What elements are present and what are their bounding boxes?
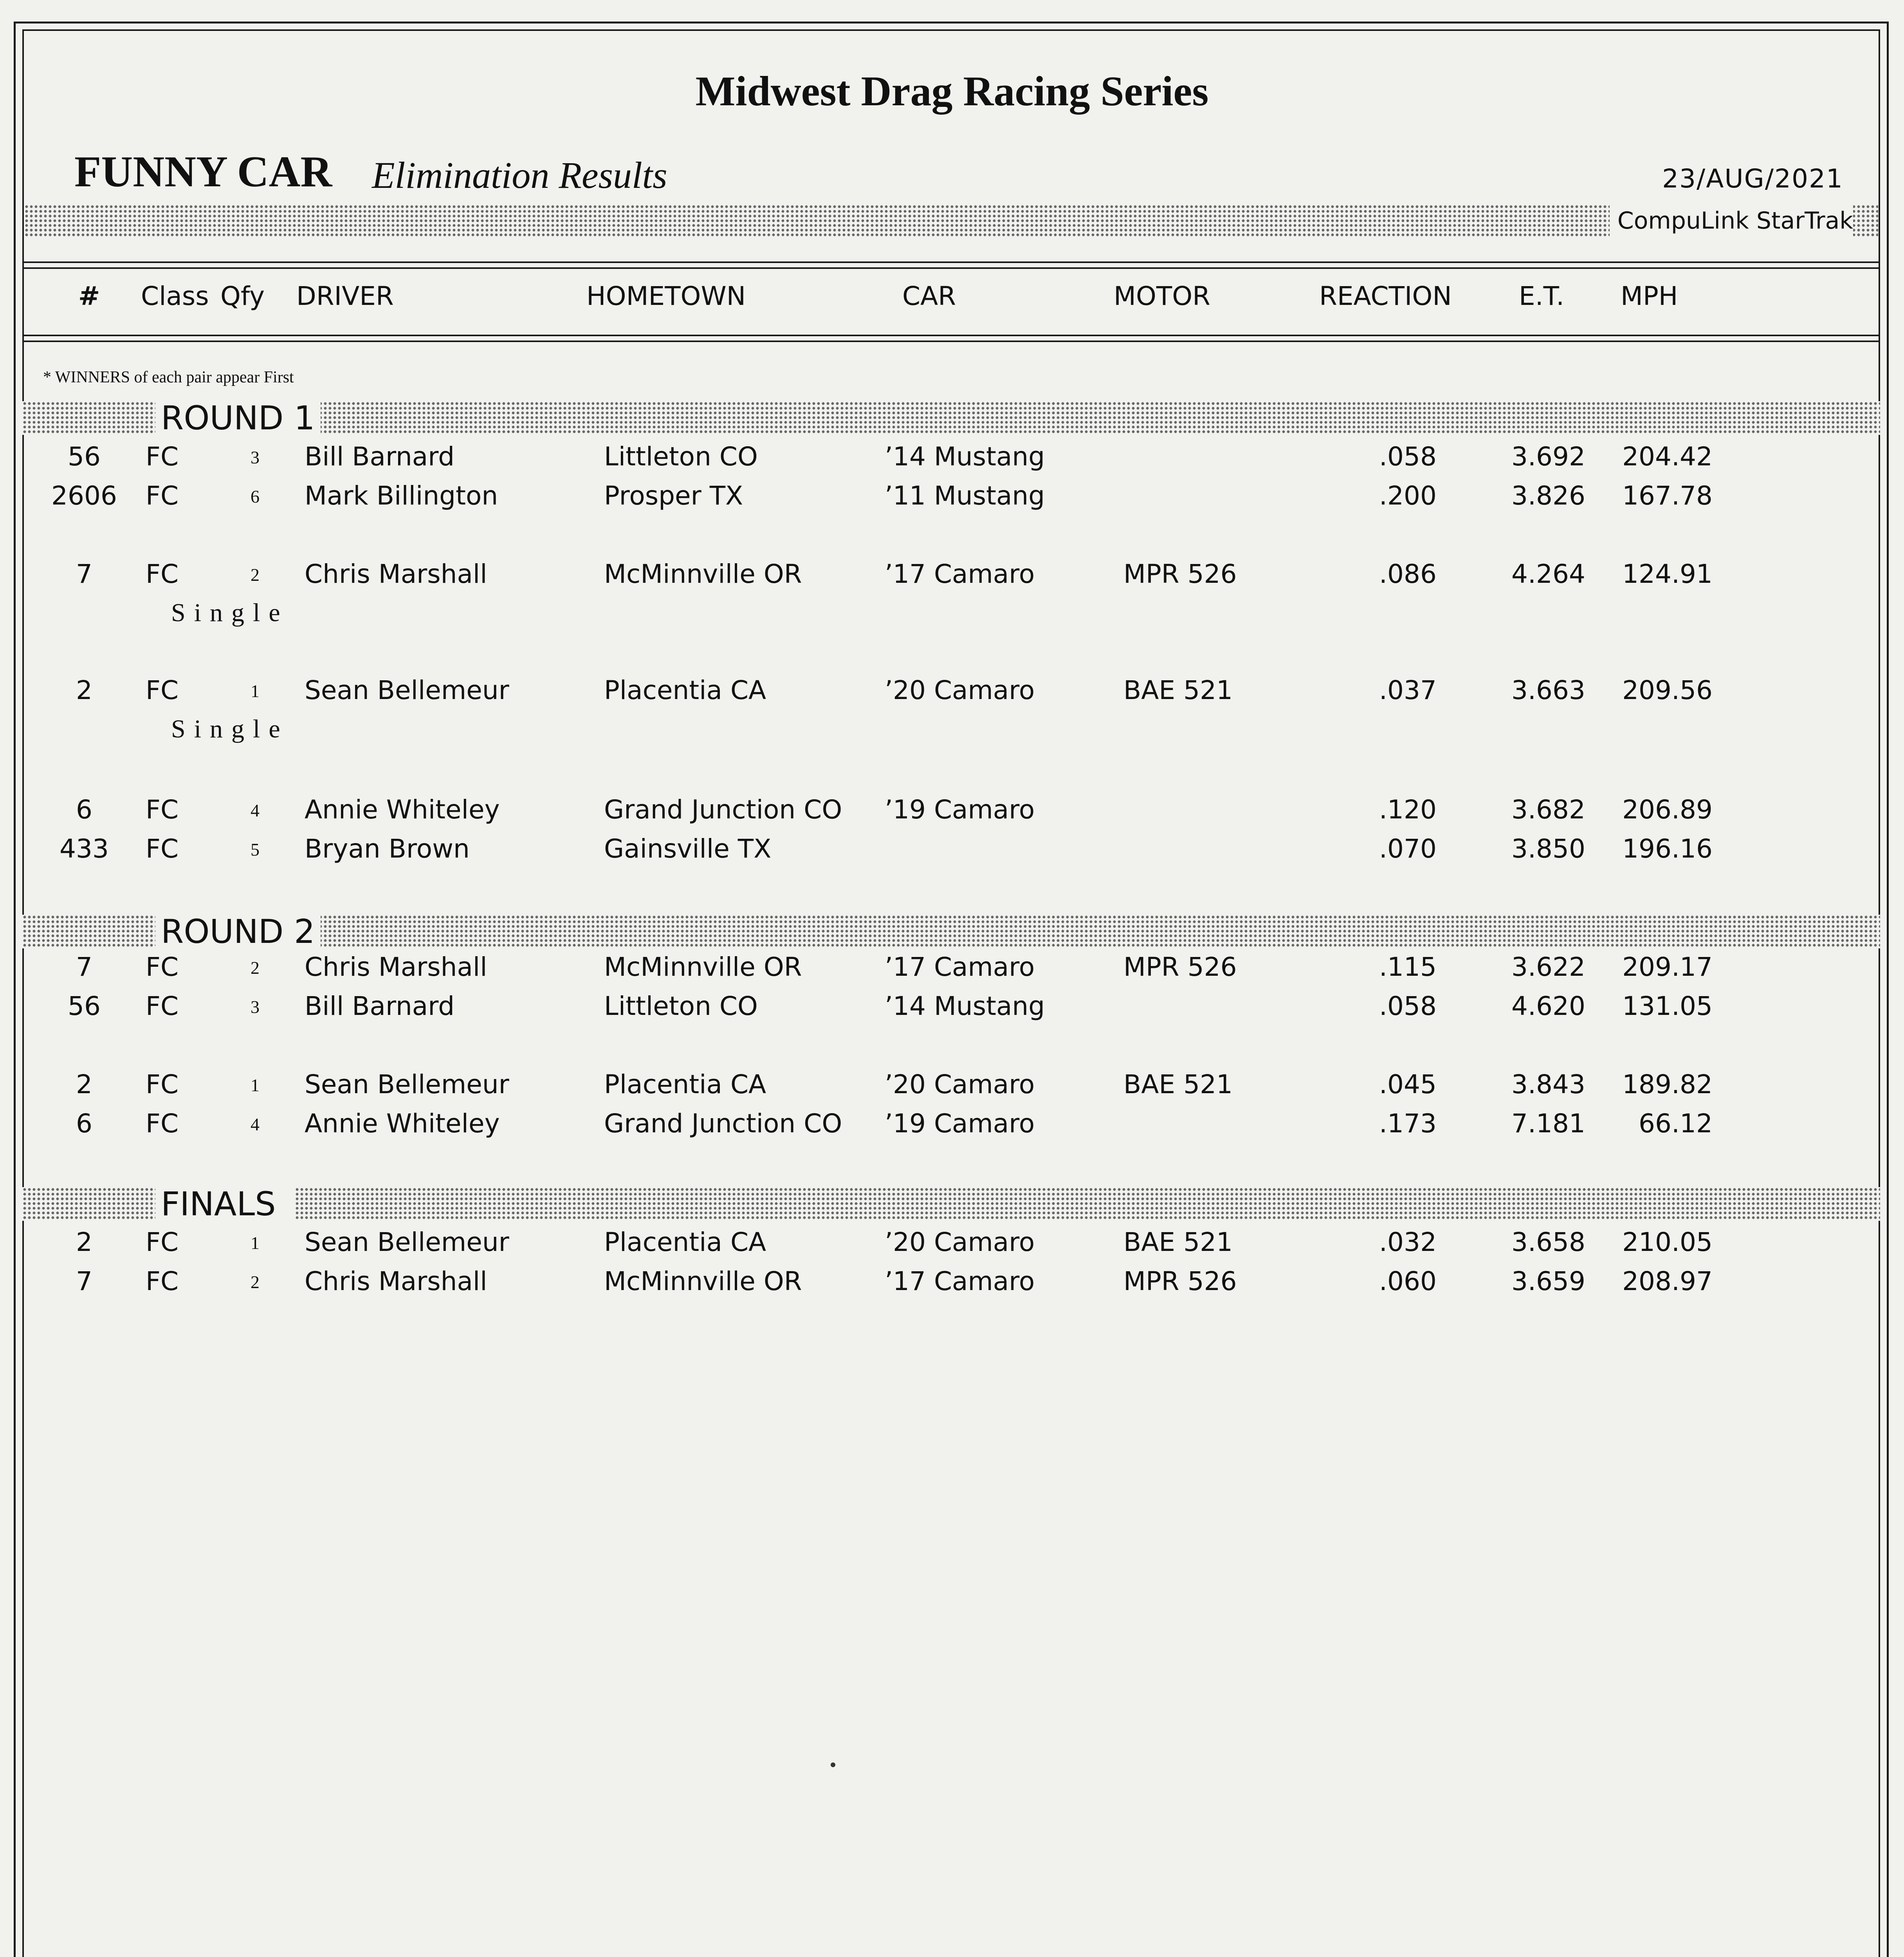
- class-code: FC: [146, 952, 179, 982]
- class-code: FC: [146, 1069, 179, 1099]
- qualifying-position: 3: [251, 447, 260, 467]
- car-model: ’14 Mustang: [885, 441, 1045, 472]
- speed-mph: 209.56: [1622, 675, 1713, 705]
- qualifying-position: 1: [251, 1075, 260, 1095]
- car-number: 7: [76, 559, 92, 589]
- elapsed-time: 4.264: [1511, 559, 1585, 589]
- car-number: 6: [76, 795, 92, 825]
- class-title: FUNNY CAR: [74, 148, 332, 196]
- elapsed-time: 4.620: [1511, 991, 1585, 1021]
- driver-name: Bryan Brown: [305, 834, 470, 864]
- hometown: McMinnville OR: [604, 559, 802, 589]
- class-code: FC: [146, 481, 179, 511]
- car-model: ’19 Camaro: [885, 795, 1035, 825]
- result-row: [0, 952, 1904, 991]
- speed-mph: 204.42: [1622, 441, 1713, 472]
- qualifying-position: 3: [251, 997, 260, 1017]
- motor: MPR 526: [1123, 952, 1237, 982]
- finals-label: FINALS: [155, 1187, 296, 1221]
- result-row: [0, 481, 1904, 520]
- driver-name: Sean Bellemeur: [305, 1069, 509, 1099]
- header-dot-band: [24, 204, 1878, 237]
- reaction-time: .032: [1379, 1227, 1437, 1257]
- speed-mph: 167.78: [1622, 481, 1713, 511]
- hometown: Grand Junction CO: [604, 795, 842, 825]
- motor: MPR 526: [1123, 1266, 1237, 1296]
- col-header-mph: MPH: [1621, 281, 1678, 311]
- reaction-time: .086: [1379, 559, 1437, 589]
- class-code: FC: [146, 1227, 179, 1257]
- speed-mph: 209.17: [1622, 952, 1713, 982]
- winners-note: * WINNERS of each pair appear First: [43, 368, 294, 386]
- speed-mph: 206.89: [1622, 795, 1713, 825]
- hometown: Prosper TX: [604, 481, 743, 511]
- round-2-band: [22, 912, 1880, 951]
- qualifying-position: 1: [251, 681, 260, 701]
- col-header-reaction: REACTION: [1319, 281, 1452, 311]
- speed-mph: 124.91: [1622, 559, 1713, 589]
- reaction-time: .173: [1379, 1108, 1437, 1139]
- reaction-time: .200: [1379, 481, 1437, 511]
- result-row: [0, 1108, 1904, 1148]
- elapsed-time: 3.682: [1511, 795, 1585, 825]
- qualifying-position: 4: [251, 800, 260, 820]
- col-header-motor: MOTOR: [1114, 281, 1211, 311]
- driver-name: Bill Barnard: [305, 991, 455, 1021]
- class-code: FC: [146, 559, 179, 589]
- hometown: McMinnville OR: [604, 952, 802, 982]
- round-1-label: ROUND 1: [155, 401, 321, 435]
- car-model: ’20 Camaro: [885, 1069, 1035, 1099]
- result-row: [0, 1069, 1904, 1108]
- result-row: [0, 834, 1904, 873]
- result-row: [0, 795, 1904, 834]
- single-run-label: Single: [171, 715, 289, 743]
- elapsed-time: 7.181: [1511, 1108, 1585, 1139]
- car-model: ’17 Camaro: [885, 952, 1035, 982]
- result-row: [0, 991, 1904, 1030]
- speed-mph: 196.16: [1622, 834, 1713, 864]
- header-rule-bottom-1: [22, 335, 1880, 336]
- motor: BAE 521: [1123, 675, 1233, 705]
- reaction-time: .058: [1379, 441, 1437, 472]
- result-row: [0, 1227, 1904, 1266]
- elapsed-time: 3.663: [1511, 675, 1585, 705]
- hometown: McMinnville OR: [604, 1266, 802, 1296]
- header-rule-top-1: [22, 261, 1880, 263]
- results-subtitle: Elimination Results: [372, 154, 667, 196]
- speed-mph: 208.97: [1622, 1266, 1713, 1296]
- car-model: ’20 Camaro: [885, 1227, 1035, 1257]
- hometown: Littleton CO: [604, 991, 758, 1021]
- qualifying-position: 4: [251, 1114, 260, 1134]
- hometown: Placentia CA: [604, 1069, 766, 1099]
- car-model: ’17 Camaro: [885, 1266, 1035, 1296]
- motor: BAE 521: [1123, 1227, 1233, 1257]
- reaction-time: .045: [1379, 1069, 1437, 1099]
- qualifying-position: 2: [251, 958, 260, 978]
- result-row: [0, 559, 1904, 598]
- driver-name: Bill Barnard: [305, 441, 455, 472]
- motor: BAE 521: [1123, 1069, 1233, 1099]
- header-rule-bottom-2: [22, 341, 1880, 342]
- reaction-time: .070: [1379, 834, 1437, 864]
- driver-name: Chris Marshall: [305, 559, 487, 589]
- driver-name: Mark Billington: [305, 481, 498, 511]
- driver-name: Chris Marshall: [305, 952, 487, 982]
- class-code: FC: [146, 1266, 179, 1296]
- col-header-driver: DRIVER: [296, 281, 394, 311]
- car-model: ’19 Camaro: [885, 1108, 1035, 1139]
- single-run-label: Single: [171, 598, 289, 627]
- driver-name: Chris Marshall: [305, 1266, 487, 1296]
- speed-mph: 66.12: [1639, 1108, 1713, 1139]
- car-model: ’20 Camaro: [885, 675, 1035, 705]
- car-number: 6: [76, 1108, 92, 1139]
- class-code: FC: [146, 834, 179, 864]
- qualifying-position: 6: [251, 487, 260, 506]
- elapsed-time: 3.692: [1511, 441, 1585, 472]
- result-row: [0, 441, 1904, 481]
- speed-mph: 189.82: [1622, 1069, 1713, 1099]
- reaction-time: .037: [1379, 675, 1437, 705]
- hometown: Gainsville TX: [604, 834, 772, 864]
- qualifying-position: 2: [251, 565, 260, 585]
- result-row: [0, 675, 1904, 714]
- qualifying-position: 5: [251, 840, 260, 860]
- col-header-hometown: HOMETOWN: [586, 281, 746, 311]
- class-code: FC: [146, 675, 179, 705]
- elapsed-time: 3.622: [1511, 952, 1585, 982]
- col-header-num: #: [78, 281, 100, 311]
- car-number: 7: [76, 952, 92, 982]
- hometown: Littleton CO: [604, 441, 758, 472]
- col-header-et: E.T.: [1519, 281, 1565, 311]
- col-header-class: Class: [141, 281, 209, 311]
- class-code: FC: [146, 1108, 179, 1139]
- car-number: 7: [76, 1266, 92, 1296]
- round-2-label: ROUND 2: [155, 915, 321, 948]
- elapsed-time: 3.658: [1511, 1227, 1585, 1257]
- header-rule-top-2: [22, 267, 1880, 269]
- speed-mph: 131.05: [1622, 991, 1713, 1021]
- car-number: 2: [76, 1069, 92, 1099]
- hometown: Grand Junction CO: [604, 1108, 842, 1139]
- series-title: Midwest Drag Racing Series: [695, 68, 1209, 115]
- reaction-time: .120: [1379, 795, 1437, 825]
- col-header-qfy: Qfy: [220, 281, 265, 311]
- hometown: Placentia CA: [604, 1227, 766, 1257]
- round-1-band: [22, 401, 1880, 435]
- timing-brand: CompuLink StarTrak: [1610, 204, 1853, 237]
- hometown: Placentia CA: [604, 675, 766, 705]
- elapsed-time: 3.843: [1511, 1069, 1585, 1099]
- car-number: 2: [76, 675, 92, 705]
- driver-name: Annie Whiteley: [305, 1108, 500, 1139]
- stray-mark: [831, 1762, 835, 1767]
- car-number: 56: [68, 991, 101, 1021]
- col-header-car: CAR: [902, 281, 956, 311]
- motor: MPR 526: [1123, 559, 1237, 589]
- elapsed-time: 3.826: [1511, 481, 1585, 511]
- elapsed-time: 3.659: [1511, 1266, 1585, 1296]
- class-code: FC: [146, 795, 179, 825]
- finals-band: [22, 1187, 1880, 1221]
- event-date: 23/AUG/2021: [1662, 164, 1843, 194]
- car-model: ’11 Mustang: [885, 481, 1045, 511]
- car-number: 56: [68, 441, 101, 472]
- car-number: 2606: [51, 481, 117, 511]
- result-row: [0, 1266, 1904, 1305]
- car-model: ’14 Mustang: [885, 991, 1045, 1021]
- car-model: ’17 Camaro: [885, 559, 1035, 589]
- speed-mph: 210.05: [1622, 1227, 1713, 1257]
- reaction-time: .060: [1379, 1266, 1437, 1296]
- driver-name: Annie Whiteley: [305, 795, 500, 825]
- qualifying-position: 1: [251, 1233, 260, 1253]
- reaction-time: .058: [1379, 991, 1437, 1021]
- driver-name: Sean Bellemeur: [305, 675, 509, 705]
- qualifying-position: 2: [251, 1272, 260, 1292]
- car-number: 2: [76, 1227, 92, 1257]
- class-code: FC: [146, 441, 179, 472]
- class-code: FC: [146, 991, 179, 1021]
- elapsed-time: 3.850: [1511, 834, 1585, 864]
- reaction-time: .115: [1379, 952, 1437, 982]
- car-number: 433: [60, 834, 109, 864]
- driver-name: Sean Bellemeur: [305, 1227, 509, 1257]
